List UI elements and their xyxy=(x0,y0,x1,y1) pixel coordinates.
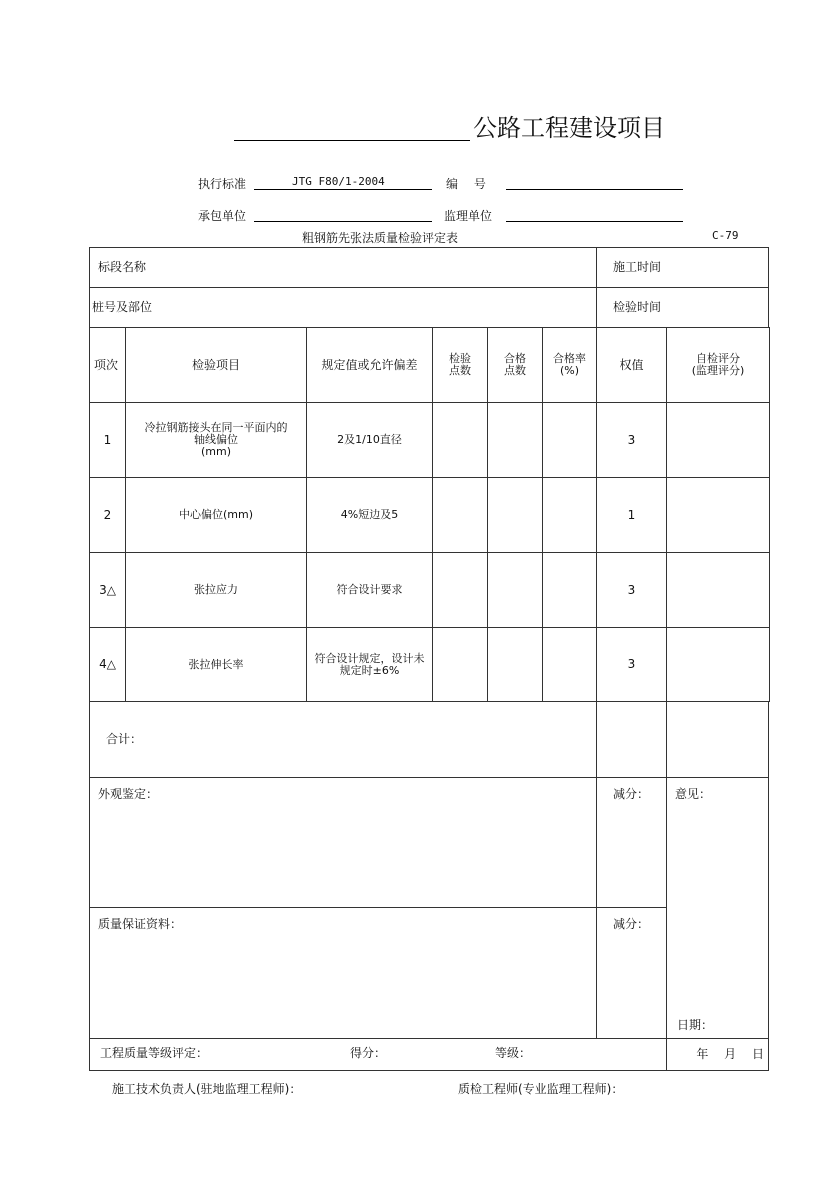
station-cell: 桩号及部位 xyxy=(89,287,597,328)
grade-label: 等级： xyxy=(495,1046,532,1060)
header-spec: 规定值或允许偏差 xyxy=(306,327,433,403)
row-4-inspect-points-cell xyxy=(432,627,488,702)
row-1-pass-points-cell xyxy=(487,402,543,478)
row-4-weight: 3 xyxy=(596,627,667,702)
header-weight: 权值 xyxy=(596,327,667,403)
row-4-pass-points-cell xyxy=(487,627,543,702)
row-3-weight: 3 xyxy=(596,552,667,628)
row-2-pass-points-cell xyxy=(487,477,543,553)
supervisor-field xyxy=(506,221,683,222)
row-3-pass-rate-cell xyxy=(542,552,597,628)
row-1-item: 冷拉钢筋接头在同一平面内的轴线偏位 (mm) xyxy=(125,402,307,478)
row-2-item: 中心偏位(mm) xyxy=(125,477,307,553)
opinion-label: 意见： xyxy=(675,787,712,801)
opinion-cell xyxy=(666,777,769,1039)
contractor-field xyxy=(254,221,432,222)
page-title: 公路工程建设项目 xyxy=(473,114,665,142)
standard-value: JTG F80/1-2004 xyxy=(292,175,385,188)
number-label: 编 号 xyxy=(446,177,486,191)
row-2-self-score-cell xyxy=(666,477,770,553)
project-name-line xyxy=(234,140,470,141)
header-inspect-points: 检验 点数 xyxy=(432,327,488,403)
header-item: 检验项目 xyxy=(125,327,307,403)
construction-time-cell: 施工时间 xyxy=(596,247,769,288)
footer-right-signature: 质检工程师(专业监理工程师)： xyxy=(458,1082,624,1096)
row-3-no: 3△ xyxy=(89,552,126,628)
row-4-self-score-cell xyxy=(666,627,770,702)
row-3-spec: 符合设计要求 xyxy=(306,552,433,628)
row-1-no: 1 xyxy=(89,402,126,478)
quality-docs-cell: 质量保证资料： xyxy=(89,907,597,1039)
total-cell: 合计： xyxy=(89,701,597,778)
standard-label: 执行标准 xyxy=(198,177,247,191)
row-3-inspect-points-cell xyxy=(432,552,488,628)
date-label: 日期： xyxy=(677,1018,714,1032)
row-2-weight: 1 xyxy=(596,477,667,553)
header-no: 项次 xyxy=(89,327,126,403)
row-1-self-score-cell xyxy=(666,402,770,478)
score-label: 得分： xyxy=(350,1046,387,1060)
grade-eval-label: 工程质量等级评定： xyxy=(100,1046,209,1060)
appearance-cell: 外观鉴定： xyxy=(89,777,597,908)
row-4-spec: 符合设计规定，设计未规定时±6% xyxy=(306,627,433,702)
row-2-pass-rate-cell xyxy=(542,477,597,553)
row-3-pass-points-cell xyxy=(487,552,543,628)
row-1-weight: 3 xyxy=(596,402,667,478)
row-4-pass-rate-cell xyxy=(542,627,597,702)
total-score-cell xyxy=(666,701,769,778)
row-1-pass-rate-cell xyxy=(542,402,597,478)
deduct-1-cell: 减分： xyxy=(596,777,667,908)
date-ymd-cell: 年 月 日 xyxy=(666,1038,769,1071)
contractor-label: 承包单位 xyxy=(198,209,247,223)
row-1-inspect-points-cell xyxy=(432,402,488,478)
grade-eval-row xyxy=(89,1038,667,1071)
total-weight-cell xyxy=(596,701,667,778)
row-2-spec: 4%短边及5 xyxy=(306,477,433,553)
row-2-inspect-points-cell xyxy=(432,477,488,553)
section-name-cell: 标段名称 xyxy=(89,247,597,288)
row-4-item: 张拉伸长率 xyxy=(125,627,307,702)
row-4-no: 4△ xyxy=(89,627,126,702)
form-code: C-79 xyxy=(712,229,739,242)
row-3-self-score-cell xyxy=(666,552,770,628)
footer-left-signature: 施工技术负责人(驻地监理工程师)： xyxy=(112,1082,302,1096)
supervisor-label: 监理单位 xyxy=(444,209,493,223)
deduct-2-cell: 减分： xyxy=(596,907,667,1039)
header-self-score: 自检评分 (监理评分) xyxy=(666,327,770,403)
row-3-item: 张拉应力 xyxy=(125,552,307,628)
form-title: 粗钢筋先张法质量检验评定表 xyxy=(302,231,459,245)
row-1-spec: 2及1/10直径 xyxy=(306,402,433,478)
row-2-no: 2 xyxy=(89,477,126,553)
header-pass-points: 合格 点数 xyxy=(487,327,543,403)
inspection-time-cell: 检验时间 xyxy=(596,287,769,328)
number-field xyxy=(506,189,683,190)
header-pass-rate: 合格率 (%) xyxy=(542,327,597,403)
